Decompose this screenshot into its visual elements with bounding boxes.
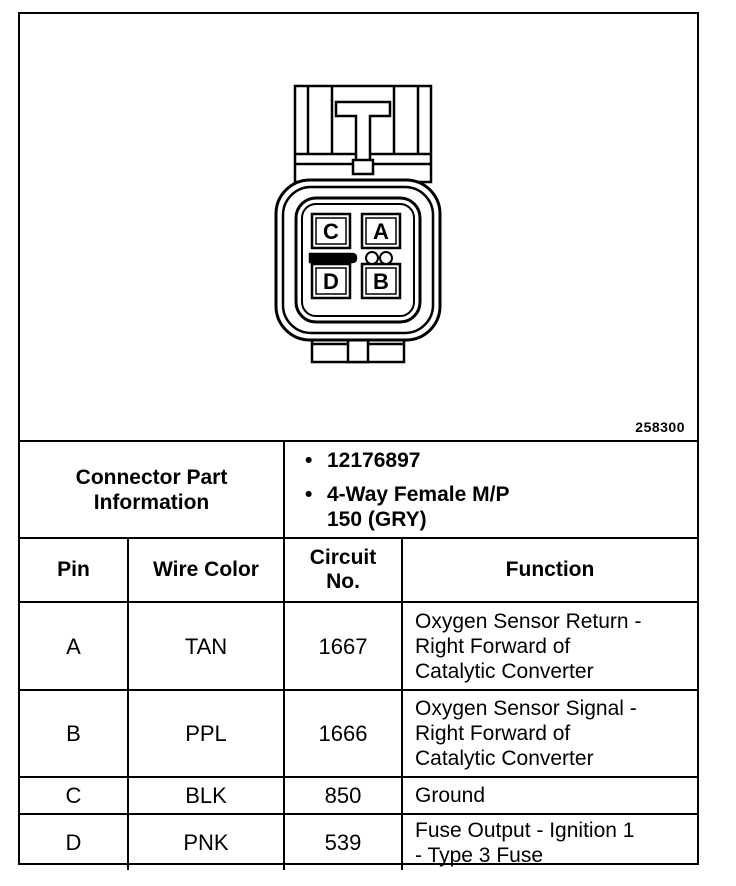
pin-cell: C [20,777,128,814]
col-header-pin: Pin [20,538,128,602]
wire-color-cell: PPL [128,690,284,777]
col-header-circuit-line2: No. [326,570,360,593]
cavity-label-c: C [323,219,339,244]
part-info-label [20,442,284,538]
col-header-circuit-line1: Circuit [309,546,377,569]
table-row [20,814,697,870]
function-line: Right Forward of [415,722,571,745]
circuit-cell: 1667 [284,602,402,690]
part-info-values [284,442,697,538]
function-line: Catalytic Converter [415,747,594,770]
col-header-wire-color: Wire Color [128,538,284,602]
cavity-label-b: B [373,269,389,294]
part-info-label-line1: Connector Part [75,465,228,489]
function-line: - Type 3 Fuse [415,843,544,867]
part-info-row [20,442,697,538]
connector-type-item [305,482,697,532]
function-line: Oxygen Sensor Return - [415,609,642,633]
connector-type-line2: 150 (GRY) [327,507,427,531]
function-cell [402,777,697,814]
function-line: Right Forward of [415,634,571,658]
wire-color-cell: TAN [128,602,284,690]
function-cell [402,690,697,777]
function-line: Ground [415,784,486,807]
table-row [20,777,697,814]
bullet-icon: • [305,482,313,506]
table-row [20,690,697,777]
pin-cell: A [20,602,128,690]
pin-cell: D [20,814,128,870]
part-number-item [305,448,697,473]
pin-cell: B [20,690,128,777]
function-line: Catalytic Converter [415,659,594,683]
wire-color-cell: BLK [128,777,284,814]
col-header-function: Function [402,538,697,602]
connector-type-line1: 4-Way Female M/P [327,482,510,506]
cavity-label-d: D [323,269,339,294]
function-line: Oxygen Sensor Signal - [415,697,637,720]
part-info-list [285,448,697,532]
connector-housing [276,180,440,340]
table-row [20,602,697,690]
part-number: 12176897 [327,448,421,472]
col-header-circuit [284,538,402,602]
column-header-row [20,538,697,602]
function-cell [402,602,697,690]
wire-color-cell: PNK [128,814,284,870]
connector-face-drawing [20,14,697,440]
function-cell [402,814,697,870]
part-info-label-line2: Information [93,490,210,514]
circuit-cell: 539 [284,814,402,870]
bullet-icon: • [305,448,313,472]
connector-info-sheet [18,12,699,865]
circuit-cell: 1666 [284,690,402,777]
function-line: Fuse Output - Ignition 1 [415,818,635,842]
figure-number: 258300 [635,419,685,435]
pinout-table [20,442,697,870]
circuit-cell: 850 [284,777,402,814]
cavity-label-a: A [373,219,389,244]
connector-latch [295,86,431,182]
connector-diagram-area [20,14,697,442]
